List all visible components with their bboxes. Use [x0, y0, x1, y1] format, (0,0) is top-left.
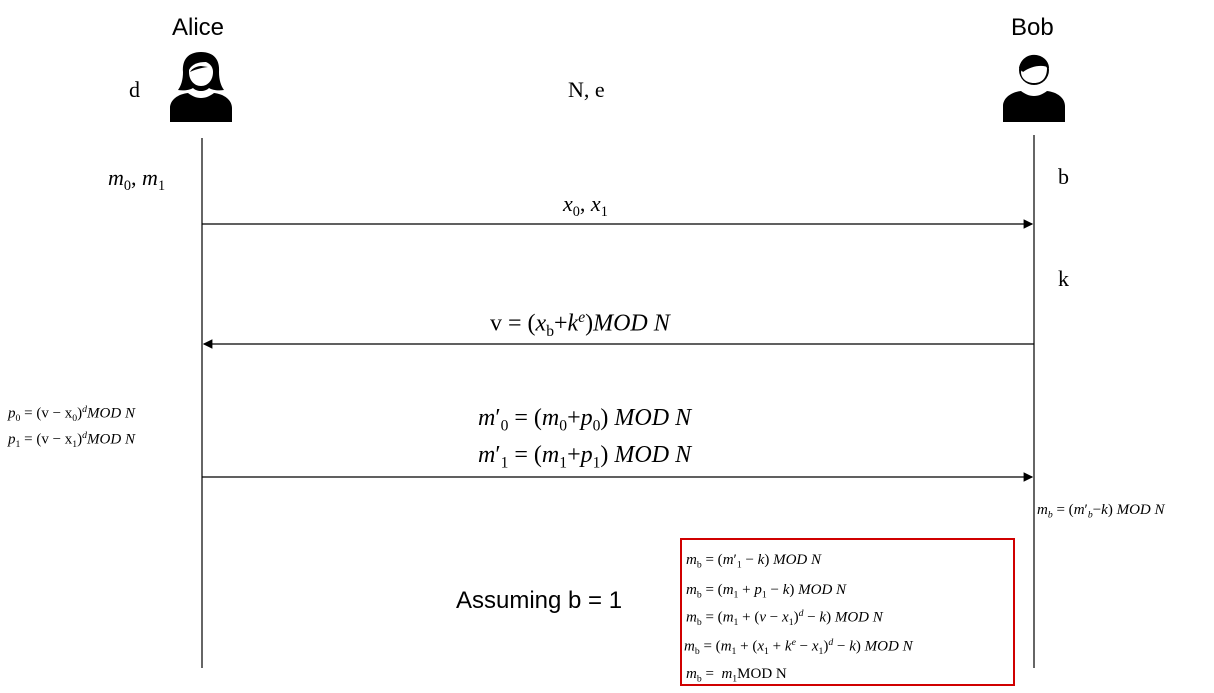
msg-v-equation: $v = (x_b+k^e)MOD$ N: [490, 309, 670, 341]
derivation-line-2: $m_b = (m_1 + p_1 - k)$ MOD N: [686, 582, 847, 601]
derivation-line-1: $m_b = (m'_1 - k)$ MOD N: [686, 552, 821, 571]
derivation-line-5: $m_b = m_1MOD$ N: [686, 666, 787, 685]
msg-m0-prime: $m'_0 = (m_0+p_0)$ MOD N: [478, 405, 692, 435]
msg-m1-prime: $m'_1 = (m_1+p_1)$ MOD N: [478, 442, 692, 472]
public-key: N, e: [568, 77, 605, 102]
p0-equation: $p_0 = (v - x_0)^dMOD$ N: [8, 404, 135, 424]
derivation-line-4: $m_b = (m_1 + (x_1 + k^e - x_1)^d - k)$ MOD N: [684, 637, 913, 657]
assumption-label: Assuming b = 1: [456, 587, 623, 614]
alice-name: Alice: [172, 14, 225, 41]
bob-choice: b: [1058, 164, 1069, 189]
bob-name: Bob: [1011, 14, 1054, 41]
alice-messages: $m_0$, $m_1$: [108, 165, 166, 194]
msg-x0-x1: $x_0$, $x_1$: [563, 191, 608, 220]
derivation-box: [680, 538, 1015, 686]
p1-equation: $p_1 = (v - x_1)^dMOD$ N: [8, 430, 135, 450]
bob-random: k: [1058, 266, 1069, 291]
alice-secret: d: [129, 77, 140, 102]
derivation-line-3: $m_b = (m_1 + (v - x_1)^d - k)$ MOD N: [686, 608, 883, 628]
mb-equation: $m_b = (m'_b-k)$ MOD N: [1037, 502, 1165, 521]
